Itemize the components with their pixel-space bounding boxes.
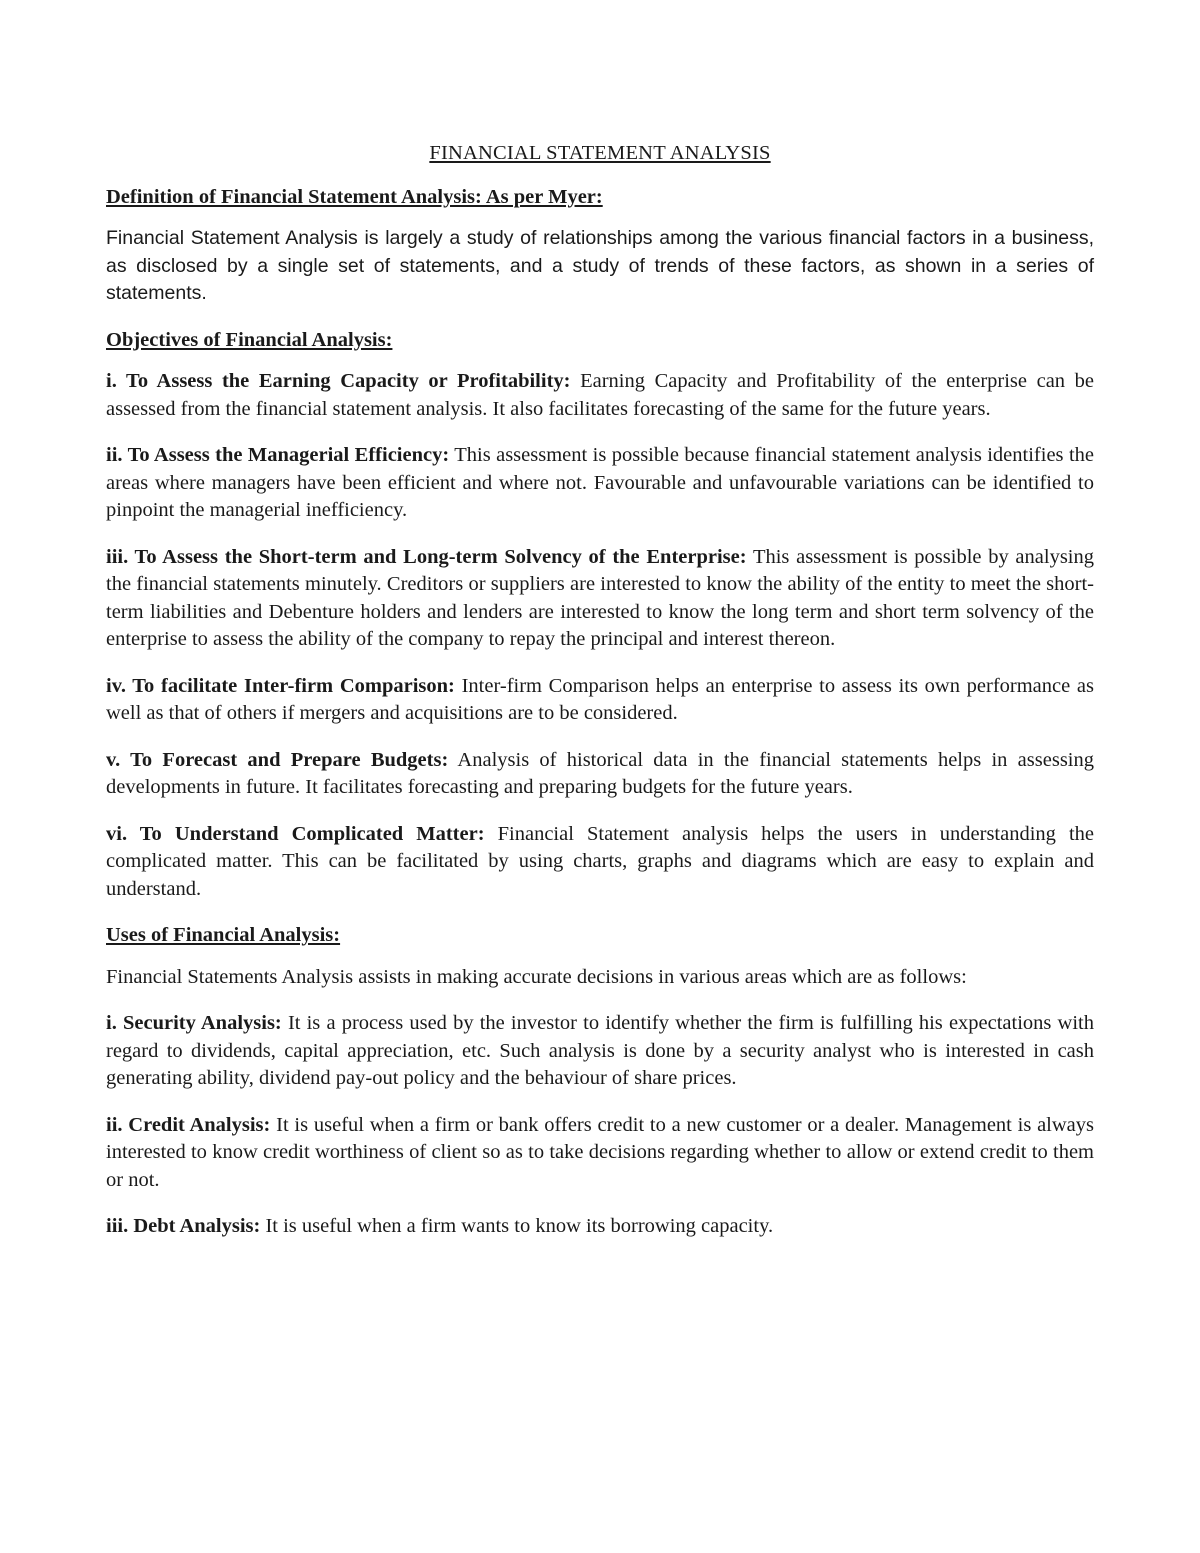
objective-text: Earning Capacity and Profitability of the enterprise can be assessed from the financial statement analysis. It also facilitates forecasting of the same for the future years.: [106, 370, 1094, 420]
use-item-1: [106, 1010, 1094, 1093]
use-item-2: [106, 1112, 1094, 1195]
objective-text: Inter-firm Comparison helps an enterprise to assess its own performance as well as that of others if mergers and acquisitions are to be considered.: [106, 674, 1094, 724]
objective-item-5: [106, 747, 1094, 802]
objectives-heading: Objectives of Financial Analysis:: [106, 328, 393, 351]
uses-intro: Financial Statements Analysis assists in making accurate decisions in various areas which are as follows:: [106, 965, 967, 988]
objective-item-3: [106, 544, 1094, 654]
objective-text: This assessment is possible by analysing the financial statements minutely. Creditors or suppliers are interested to know the ability of the entity to meet the short-term liabilities and Debenture holders and lenders are interested to know the long term and short term solvency of the enterprise to assess the ability of the company to repay the principal and interest thereon.: [106, 545, 1095, 650]
objective-text: Financial Statement analysis helps the users in understanding the complicated matter. This can be facilitated by using charts, graphs and diagrams which are easy to explain and understand.: [106, 822, 1095, 900]
use-label: ii. Credit Analysis:: [106, 1113, 271, 1136]
objective-item-2: [106, 442, 1094, 525]
use-text: It is useful when a firm or bank offers credit to a new customer or a dealer. Management is always interested to know credit worthiness of client so as to take decisions regarding whether to allow or extend credit to them or not.: [106, 1113, 1095, 1191]
use-label: i. Security Analysis:: [106, 1012, 282, 1034]
objective-label: iii. To Assess the Short-term and Long-term Solvency of the Enterprise:: [106, 545, 747, 568]
objective-text: This assessment is possible because financial statement analysis identifies the areas where managers have been efficient and where not. Favourable and unfavourable variations can be identified to pinpoint the managerial inefficiency.: [106, 444, 1094, 521]
uses-heading: Uses of Financial Analysis:: [106, 924, 341, 946]
objective-label: ii. To Assess the Managerial Efficiency:: [106, 444, 450, 466]
document-page: [106, 140, 1094, 1260]
use-text: It is useful when a firm wants to know its borrowing capacity.: [265, 1215, 774, 1237]
use-label: iii. Debt Analysis:: [106, 1215, 261, 1237]
objective-item-6: [106, 821, 1094, 904]
objective-label: vi. To Understand Complicated Matter:: [106, 822, 485, 845]
objective-label: v. To Forecast and Prepare Budgets:: [106, 748, 449, 771]
objective-text: Analysis of historical data in the financial statements helps in assessing developments in future. It facilitates forecasting and preparing budgets for the future years.: [106, 748, 1094, 798]
use-text: It is a process used by the investor to identify whether the firm is fulfilling his expectations with regard to dividends, capital appreciation, etc. Such analysis is done by a security analyst who is interested in cash generating ability, dividend pay-out policy and the behaviour of share prices.: [106, 1012, 1095, 1089]
objective-label: iv. To facilitate Inter-firm Comparison:: [106, 674, 455, 697]
page-title: FINANCIAL STATEMENT ANALYSIS: [429, 142, 771, 164]
objective-label: i. To Assess the Earning Capacity or Profitability:: [106, 370, 571, 392]
definition-heading: Definition of Financial Statement Analysis: As per Myer:: [106, 185, 603, 208]
objective-item-4: [106, 673, 1094, 728]
objective-item-1: [106, 368, 1094, 423]
use-item-3: [106, 1213, 1094, 1241]
definition-text: Financial Statement Analysis is largely a study of relationships among the various financial factors in a business, as disclosed by a single set of statements, and a study of trends of these factors, as shown in a series of statements.: [106, 227, 1094, 304]
